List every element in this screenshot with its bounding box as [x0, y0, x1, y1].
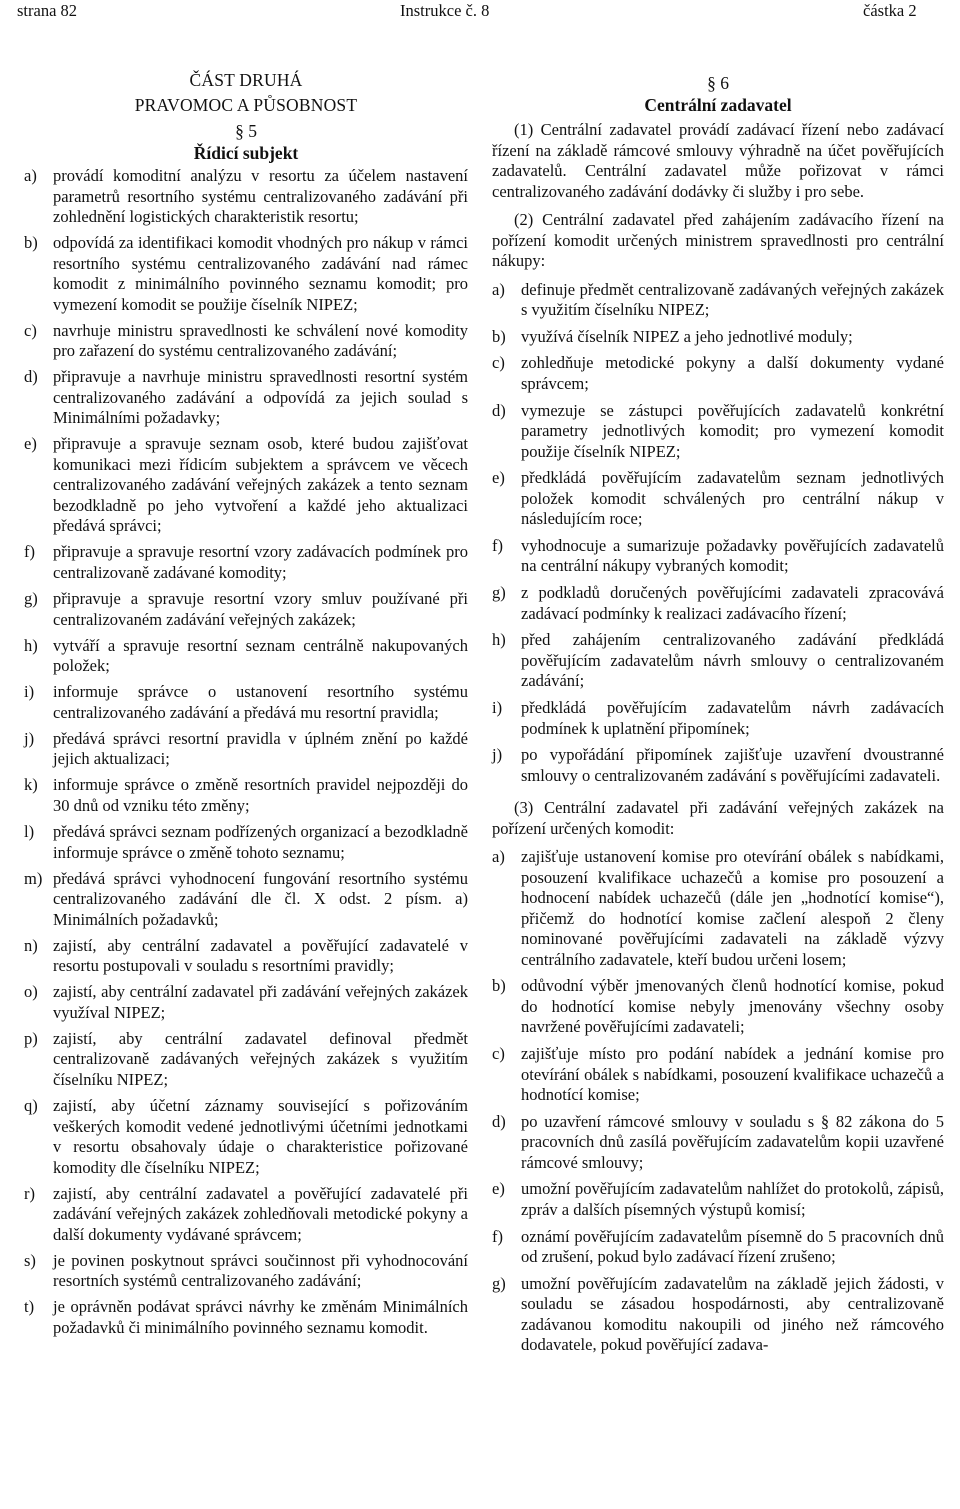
- list-item: [24, 1096, 468, 1178]
- item-text: je povinen poskytnout správci součinnost při vyhodnocování resortních systémů centralizovaného zadávání;: [53, 1250, 468, 1291]
- list-item: [24, 233, 468, 315]
- part-label: částka 2: [863, 1, 917, 20]
- item-text: připravuje a spravuje resortní vzory zadávacích podmínek pro centralizovaně zadávané komodity;: [53, 542, 468, 582]
- item-text: předkládá pověřujícím zadavatelům seznam jednotlivých položek komodit schválených pro centrální nákup v následujícím roce;: [521, 468, 944, 529]
- item-label: a): [24, 166, 37, 185]
- list-item: [24, 542, 468, 583]
- item-text: předává správci resortní pravidla v úplném znění po každé jejich aktualizaci;: [53, 728, 468, 769]
- running-header: [0, 0, 960, 22]
- item-text: umožní pověřujícím zadavatelům nahlížet do protokolů, zápisů, zpráv a dalších písemných výstupů komisí;: [521, 1179, 944, 1219]
- item-label: e): [492, 468, 505, 488]
- item-text: z podkladů doručených pověřujícími zadavateli zpracovává zadávací podmínky k realizaci zadávacího řízení;: [521, 583, 944, 623]
- item-text: navrhuje ministru spravedlnosti ke schválení nové komodity pro zařazení do systému centralizovaného zadávání;: [53, 320, 468, 361]
- item-text: připravuje a navrhuje ministru spravedlnosti resortní systém centralizovaného zadávání a odpovídá za jejich soulad s Minimálními požadavky;: [53, 367, 468, 428]
- paragraph-2-item-list: [492, 280, 944, 787]
- paragraph-3-item-list: [492, 847, 944, 1356]
- item-label: p): [24, 1028, 38, 1048]
- item-label: a): [492, 279, 505, 299]
- item-text: předkládá pověřujícím zadavatelům návrh zadávacích podmínek k uplatnění připomínek;: [521, 698, 944, 738]
- page-number: strana 82: [17, 1, 78, 20]
- item-label: g): [24, 589, 38, 609]
- list-item: [24, 166, 468, 228]
- item-text: umožní pověřujícím zadavatelům na základě jejich žádosti, v souladu se zásadou hospodárnosti, aby centralizovaně zadávanou komoditu nakoupili od jiného než rámcového dodavatele, pokud pověřující zadava-: [521, 1273, 944, 1355]
- paragraph-2: (2) Centrální zadavatel před zahájením zadávacího řízení na pořízení komodit určených ministrem spravedlnosti pro centrální nákupy:: [492, 210, 944, 270]
- item-text: vyhodnocuje a sumarizuje požadavky pověřujících zadavatelů na centrální nákupy vybraných komodit;: [521, 535, 944, 576]
- item-label: b): [492, 976, 506, 996]
- list-item: [24, 822, 468, 863]
- paragraph-1: (1) Centrální zadavatel provádí zadávací řízení nebo zadávací řízení na základě rámcové smlouvy výhradně na účet pověřujících zadavatelů. Centrální zadavatel může pořizovat v rámci centralizovaného zadávání dodávky či služby i pro sebe.: [492, 120, 944, 201]
- item-text: vymezuje se zástupci pověřujících zadavatelů konkrétní parametry jednotlivých komodit; pro vymezení komodit použije číselník NIPEZ;: [521, 400, 944, 461]
- list-item: [24, 367, 468, 429]
- list-item: [492, 327, 944, 348]
- item-text: informuje správce o změně resortních pravidel nejpozději do 30 dnů od vzniku této změny;: [53, 775, 468, 815]
- section-title: Centrální zadavatel: [644, 95, 792, 115]
- item-text: zajistí, aby účetní záznamy související s pořizováním veškerých komodit vedené jednotlivými účetními jednotkami v resortu obsahovaly údaje o charakteristice pořizované komodity dle číselníku NIPEZ;: [53, 1096, 468, 1177]
- item-label: a): [492, 847, 505, 867]
- item-label: e): [24, 434, 37, 454]
- item-label: i): [24, 682, 35, 702]
- paragraph-3: (3) Centrální zadavatel při zadávání veřejných zakázek na pořízení určených komodit:: [492, 798, 944, 838]
- list-item: [492, 583, 944, 624]
- item-label: t): [24, 1297, 35, 1317]
- item-label: e): [492, 1179, 505, 1199]
- item-label: k): [24, 775, 38, 795]
- item-label: c): [24, 320, 37, 340]
- list-item: [492, 1112, 944, 1174]
- item-label: l): [24, 822, 35, 842]
- section-number: § 6: [707, 73, 729, 93]
- list-item: [24, 1029, 468, 1091]
- item-label: c): [492, 1044, 505, 1064]
- item-label: g): [492, 583, 506, 603]
- list-item: [492, 745, 944, 786]
- item-label: b): [24, 233, 38, 253]
- item-label: g): [492, 1273, 506, 1293]
- item-text: předává správci seznam podřízených organizací a bezodkladně informuje správce o změně tohoto seznamu;: [53, 822, 468, 862]
- item-label: h): [492, 630, 506, 650]
- item-label: j): [24, 728, 35, 748]
- item-label: h): [24, 635, 38, 655]
- list-item: [492, 976, 944, 1038]
- list-item: [24, 775, 468, 816]
- item-label: b): [492, 326, 506, 346]
- list-item: [492, 1179, 944, 1220]
- item-label: q): [24, 1096, 38, 1115]
- list-item: [24, 729, 468, 770]
- item-label: r): [24, 1183, 35, 1203]
- list-item: [492, 1227, 944, 1268]
- item-label: n): [24, 935, 38, 955]
- part-title: ČÁST DRUHÁ: [189, 70, 303, 90]
- item-text: zajistí, aby centrální zadavatel a pověřující zadavatelé v resortu postupovali v souladu s resortními pravidly;: [53, 935, 468, 976]
- list-item: [492, 630, 944, 692]
- section-number: § 5: [235, 121, 257, 141]
- list-item: [24, 1297, 468, 1338]
- item-label: o): [24, 982, 38, 1002]
- list-item: [492, 847, 944, 970]
- right-column: [492, 70, 944, 1362]
- item-label: j): [492, 745, 503, 765]
- item-text: připravuje a spravuje seznam osob, které budou zajišťovat komunikaci mezi řídicím subjektem a správcem ve věcech centralizovaného zadávání veřejných zakázek a tento seznam bezodkladně po jeho vytvoření a každé jeho aktualizaci předává správci;: [53, 434, 468, 536]
- list-item: [24, 636, 468, 677]
- item-text: využívá číselník NIPEZ a jeho jednotlivé moduly;: [521, 326, 853, 346]
- item-label: f): [492, 535, 503, 555]
- list-item: [24, 1251, 468, 1292]
- item-text: zajistí, aby centrální zadavatel definoval předmět centralizovaně zadávaných veřejných zakázek s využitím číselníku NIPEZ;: [53, 1028, 468, 1089]
- left-item-list: [24, 166, 468, 1338]
- item-text: zajišťuje ustanovení komise pro otevírání obálek s nabídkami, posouzení kvalifikace uchazečů a komise pro posouzení a hodnocení nabídek uchazečů (dále jen „hodnotící komise“), přičemž do hodnotící komise začlení alespoň 2 členy nominované pověřujícími zadavateli na základě výzvy centrálního zadavatele, kteří budou určeni losem;: [521, 847, 944, 969]
- item-text: odůvodní výběr jmenovaných členů hodnotící komise, pokud do hodnotící komise nebyly jmenovány všechny osoby navržené pověřujícími zadavateli;: [521, 976, 944, 1037]
- left-column: [24, 68, 468, 1344]
- list-item: [24, 682, 468, 723]
- item-text: definuje předmět centralizovaně zadávaných veřejných zakázek s využitím číselníku NIPEZ;: [521, 279, 944, 319]
- item-text: připravuje a spravuje resortní vzory smluv používané při centralizovaném zadávání veřejných zakázek;: [53, 589, 468, 629]
- list-item: [24, 869, 468, 931]
- list-item: [492, 698, 944, 739]
- list-item: [492, 1044, 944, 1106]
- item-text: zajišťuje místo pro podání nabídek a jednání komise pro otevírání obálek s nabídkami, posouzení kvalifikace uchazečů a hodnotící komise;: [521, 1044, 944, 1105]
- item-text: vytváří a spravuje resortní seznam centrálně nakupovaných položek;: [53, 635, 468, 676]
- list-item: [24, 589, 468, 630]
- list-item: [492, 280, 944, 321]
- item-label: d): [492, 400, 506, 420]
- item-text: informuje správce o ustanovení resortního systému centralizovaného zadávání a předává mu resortní pravidla;: [53, 682, 468, 722]
- item-label: d): [492, 1111, 506, 1131]
- item-label: f): [24, 542, 35, 562]
- item-label: d): [24, 367, 38, 387]
- list-item: [492, 1274, 944, 1356]
- list-item: [492, 468, 944, 530]
- item-text: oznámí pověřujícím zadavatelům písemně do 5 pracovních dnů od zrušení, pokud bylo zadávací řízení zrušeno;: [521, 1226, 944, 1267]
- list-item: [24, 1184, 468, 1246]
- item-text: zohledňuje metodické pokyny a další dokumenty vydané správcem;: [521, 353, 944, 393]
- item-text: odpovídá za identifikaci komodit vhodných pro nákup v rámci resortního systému centralizovaného zadávání nad rámec komodit z minimálního povinného seznamu komodit; pro vymezení komodit se použije číselník NIPEZ;: [53, 233, 468, 314]
- item-text: zajistí, aby centrální zadavatel a pověřující zadavatelé při zadávání veřejných zakázek zohledňovali metodické pokyny a další dokumenty vydávané správcem;: [53, 1183, 468, 1244]
- list-item: [24, 936, 468, 977]
- item-text: po vypořádání připomínek zajišťuje uzavření dvoustranné smlouvy o centralizovaném zadávání s pověřujícími zadavateli.: [521, 745, 944, 785]
- list-item: [24, 982, 468, 1023]
- item-text: je oprávněn podávat správci návrhy ke změnám Minimálních požadavků či minimálního povinného seznamu komodit.: [53, 1297, 468, 1337]
- item-text: předává správci vyhodnocení fungování resortního systému centralizovaného zadávání dle čl. X odst. 2 písm. a) Minimálních požadavků;: [53, 868, 468, 929]
- list-item: [492, 353, 944, 394]
- item-label: m): [24, 868, 43, 888]
- issue-label: Instrukce č. 8: [400, 1, 490, 20]
- item-text: provádí komoditní analýzu v resortu za účelem nastavení parametrů resortního systému centralizovaného zadávání při zohlednění logistických charakteristik resortu;: [53, 166, 468, 226]
- item-label: s): [24, 1250, 36, 1270]
- item-label: c): [492, 353, 505, 373]
- item-text: po uzavření rámcové smlouvy v souladu s § 82 zákona do 5 pracovních dnů zasílá pověřujícím zadavatelům kopii uzavřené rámcové smlouvy;: [521, 1111, 944, 1172]
- item-text: před zahájením centralizovaného zadávání předkládá pověřujícím zadavatelům návrh smlouvy o centralizovaném zadávání;: [521, 630, 944, 691]
- list-item: [492, 536, 944, 577]
- part-subtitle: PRAVOMOC A PŮSOBNOST: [134, 95, 358, 115]
- section-title: Řídicí subjekt: [193, 143, 299, 163]
- item-text: zajistí, aby centrální zadavatel při zadávání veřejných zakázek využíval NIPEZ;: [53, 982, 468, 1022]
- list-item: [24, 434, 468, 537]
- item-label: i): [492, 698, 503, 717]
- list-item: [24, 321, 468, 362]
- list-item: [492, 401, 944, 463]
- item-label: f): [492, 1226, 503, 1246]
